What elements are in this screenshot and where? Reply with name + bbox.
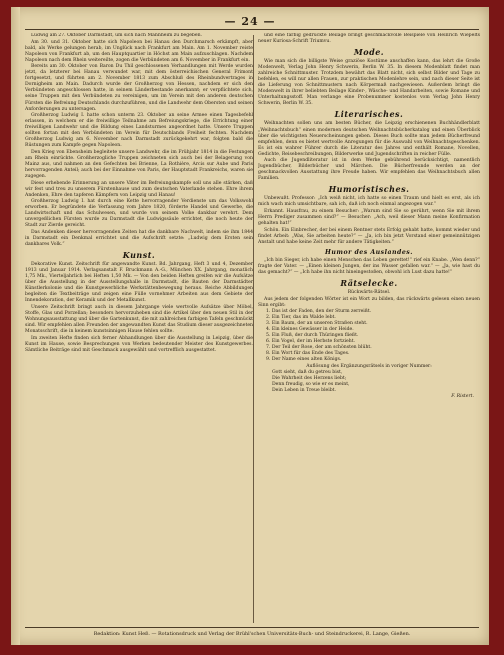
section-heading-anekdote: Humor des Auslandes. xyxy=(325,248,413,256)
raetsel-item: 1. Das ist der Faden, den der Sturm zerreißt. xyxy=(266,309,372,315)
article-paragraph: Das Andenken dieser hervorragenden Zeiten hat die dankbare Nachwelt, indem sie ihm 1844 in Darmstadt ein Denkmal errichtet und die Aufschrift setzte: „Ludwig dem Ersten sein dankbares Volk.“ xyxy=(25,230,253,248)
literature-paragraph: Auch die Jugendliteratur ist in dem Werke gebührend berücksichtigt, namentlich Jugendbücher, Bilderbücher und Märchen. Die Bücherfreunde werden an der geschmackvollen Ausstattung ihre Freude haben. Wir empfehlen das Weihnachtsbuch allen Familien. xyxy=(258,158,480,182)
aufloesung-poem xyxy=(258,370,480,394)
literature-paragraph: Weihnachten sollen uns am besten Bücher, die Leipzig erschienenen Buchhändlerblatt „Weihnachtsbuch“ einen modernen deutschen Weihnachtsbücherkatalog und einen Überblick über die wichtigsten Neuerscheinungen geben. Dieses Buch sollte man jedem Bücherfreund empfehlen, denn es bietet wertvolle Anregungen für die Auswahl von Weihnachtsgeschenken. Es ist ein wahrer Führer durch die Literatur des Jahres und enthält Romane, Novellen, Gedichte, Reisebeschreibungen, Bilderwerke und Jugendschriften in reicher Fülle. xyxy=(258,121,480,157)
imprint-footer: Redaktion: Kunst Heß. — Rotationsdruck und Verlag der Brühl'schen Universitäts-Buch- und Steindruckerei, R. Lange, Gießen. xyxy=(93,631,411,637)
raetsel-item: 4. Ein kleines Gewässer in der Heide. xyxy=(266,327,354,333)
column-divider xyxy=(253,35,254,623)
section-heading-mode: Mode. xyxy=(353,47,385,58)
article-paragraph: Den Krieg von Ebensheim begleitete unsere Landwehr, die im Frühjahr 1814 in die Festungen am Rhein einrückte. Großherzogliche Truppen zeichneten sich auch bei der Belagerung von Mainz aus, und nahmen an den Gefechten bei Brienne, La Rothière, Arcis sur Aube und Paris hervorragenden Anteil; auch bei der Einnahme von Paris, der Hauptstadt Frankreichs, waren sie zugegen. xyxy=(25,149,253,180)
section-heading-humor: Humoristisches. xyxy=(328,184,410,195)
humor-paragraph: Unbewußt. Professor: „Ich weiß nicht, ich hatte so einen Traum und hielt es erst, als ich mich wach mich umsichtbare, sah ich, daß ich noch einmal angezogen war.“ xyxy=(258,196,480,208)
left-column xyxy=(25,33,253,625)
footer-rule xyxy=(25,627,479,628)
article-paragraph: Diese erhebende Erinnerung an unsere Väter im Befreiungskampfe soll uns alle stärken, daß wir fest und treu zu unserem Fürstenhause und zum deutschen Vaterlande stehen. Ehre ihrem Andenken, Ehre den tapferen Kämpfern von Leipzig und Hanau! xyxy=(25,180,253,198)
article-paragraph: Ludwig am 27. Oktober Darmstadt, um sich nach Mannheim zu begeben. xyxy=(31,33,203,38)
raetsel-subheading: Rückwärts-Rätsel. xyxy=(347,289,391,295)
raetsel-item: 9. Der Name eines alten Königs. xyxy=(266,357,342,363)
article-paragraph: Großherzog Ludwig I. hatte schon unterm 23. Oktober an seine Armee einen Tagesbefehl erlassen, in welchem er die freiwillige Teilnahme am Befreiungskriege, die Errichtung einer freiwilligen Landwehr und die Bildung eines Landsturmes angeordnet hatte. Unsere Truppen sollten fortan mit den Verbündeten im Verein für Deutschlands Freiheit fechten. Nachdem Großherzog Ludwig am 6. November nach Darmstadt zurückgekehrt war, folgten bald die Rüstungen zum Kampfe gegen Napoleon. xyxy=(25,113,253,149)
right-column xyxy=(258,33,480,625)
kunst-paragraph: Unsere Zeitschrift bringt auch in diesem Jahrgange viele wertvolle Aufsätze über Möbel, Stoffe, Glas und Porzellan; besonders hervorzuheben sind die Artikel über den neuen Stil in der Wohnungsausstattung und über die Gartenkunst, die mit zahlreichen farbigen Tafeln geschmückt sind. Wir empfehlen allen Freunden der angewandten Kunst das Studium dieser ausgezeichneten Monatsschrift, die in keinem kunstsinnigen Hause fehlen sollte. xyxy=(25,304,253,335)
raetsel-intro: Aus jedem der folgenden Wörter ist ein Wort zu bilden, das rückwärts gelesen einen neuen Sinn ergibt: xyxy=(258,296,480,308)
humor-paragraph: Schön. Ein Einbrecher, der bei einem Rentner stets Erfolg gehabt hatte, kommt wieder und findet Arbeit: „Was, Sie arbeiten heute?“ — „Ja, ich bin jetzt Vorstand einer gemeinnützigen Anstalt und habe keine Zeit mehr für andere Tätigkeiten.“ xyxy=(258,227,480,245)
page-binding-edge xyxy=(11,7,20,645)
section-heading-kunst: Kunst. xyxy=(122,250,156,261)
humor-paragraph: Erkannt. Hausfrau, zu einem Besucher: „Warum sind Sie so gerührt, wenn Sie mit ihrem Herrn Prediger zusammen sind?“ — Besucher: „Ach, weil dieser Mann meine Konfirmation gehalten hat!“ xyxy=(258,209,480,227)
raetsel-list xyxy=(258,309,480,363)
section-heading-literarisches: Literarisches. xyxy=(334,109,404,120)
raetsel-item: 6. Ein Vogel, der im Herbste fortzieht. xyxy=(266,339,356,345)
header-rule xyxy=(25,29,479,30)
article-paragraph: Bereits am 30. Oktober von Baron Du Thil geschlossenen Verhandlungen mit Werde wurden jetzt, da letzterer bei Hanau verwundet war, mit dem österreichischen General Frimont fortgesetzt, und führten am 2. November 1813 zum Abschluß des Rheinbundvertrages in Dornigheim am Main. Dadurch wurde der Großherzog von Hessen, nachdem er sich den Verbündeten angeschlossen hatte, in seinem Länderbestande anerkannt; er verpflichtete sich, seine Truppen mit den Verbündeten zu vereinigen, um im Verein mit den anderen deutschen Fürsten die Befreiung Deutschlands durchzuführen, und die Landwehr dem Obersten und seinen Anforderungen zu untersagen. xyxy=(25,64,253,112)
raetsel-item: 8. Ein Wort für das Ende des Tages. xyxy=(266,351,350,357)
poem-line: Dein Leben in Treue bleibt. xyxy=(272,388,336,394)
poem-line: Gott sieht, daß du getreu bist, xyxy=(272,370,343,376)
page-number: — 24 — xyxy=(224,15,276,28)
anekdote-paragraph: „Ich bin Sieger, ich habe einen Menschen das Leben gerettet!“ rief ein Knabe. „Wen denn?“ fragte der Vater. — „Einen kleinen Jungen, der ins Wasser gefallen war.“ — „Ja, wie hast du das gemacht?“ — „Ich habe ihn nicht hineingestoßen, obwohl ich Lust dazu hatte!“ xyxy=(258,257,480,275)
raetsel-item: 2. Ein Tier, das im Walde lebt. xyxy=(266,315,336,321)
poem-line: Denn freudig, so wie er es meint, xyxy=(272,382,350,388)
newspaper-page xyxy=(11,7,489,645)
raetsel-item: 7. Der Teil der Rose, der am schönsten blüht. xyxy=(266,345,372,351)
aufloesung-heading: Auflösung des Ergänzungsrätsels in voriger Nummer: xyxy=(306,363,432,369)
signature: F. Ristert. xyxy=(451,394,474,400)
kunst-paragraph: Im zweiten Hefte finden sich ferner Abhandlungen über die Ausstellung in Leipzig, über die Kunst im Hause, sowie Besprechungen von Werken bedeutender Meister des Kunstgewerbes. Sämtliche Beiträge sind mit Geschmack ausgewählt und vortrefflich ausgestattet. xyxy=(25,335,253,353)
intro-paragraph: und eine farbig gedruckte Beilage bringt geschmackvolle Beispiele von Heinrich Wiepelts neuer Kuriosa-Schrift Triumvu. xyxy=(258,33,480,45)
section-heading-raetsel: Rätselecke. xyxy=(340,277,398,288)
mode-paragraph: Wie man sich die billigste Weise graziöse Kostüme anschaffen kann, das lehrt die Große Modenwelt, Verlag John Henry Schwerin, Berlin W. 35. In diesem Modenblatt findet man zahlreiche Schnittmuster. Trotzdem bewährt das Blatt nicht, sich selbst Bilder und Tage zu befehlen, es will nur allen Frauen, zur praktischen Modenlehre sein, und nach dieser Seite ist die Lieferung von Schnittmustern nach Körpermaß nachgewiesen. Außerdem bringt die Modenwelt in ihrer beliebten Beilage Kinder-, Wäsche- und Handarbeiten, sowie Romane und Unterhaltungsstoff. Man verlange eine Probenummer kostenlos vom Verlag John Henry Schwerin, Berlin W. 35. xyxy=(258,59,480,107)
raetsel-item: 5. Ein Fluß, der durch Thüringen fließt. xyxy=(266,333,359,339)
article-paragraph: Am 30. und 31. Oktober hatte sich Napoleon bei Hanau den Durchmarsch erkämpft, aber bald, als Werke gelungen herab, im Unglück nach Frankfurt am Main. Am 1. November reiste Napoleon von Frankfurt ab, um den Hauptquartier in Höchst am Main aufzuschlagen. Nachdem Napoleon nach dem Rhein weitereilte, zogen die Verbündeten am 6. November in Frankfurt ein. xyxy=(25,39,253,63)
poem-line: Die Wahrheit des Herzens liebt; xyxy=(272,376,347,382)
kunst-paragraph: Dekorative Kunst. Zeitschrift für angewandte Kunst. Bd. Jahrgang, Heft 3 und 4, Dezember 1913 und Januar 1914. Verlagsanstalt F. Bruckmann A.-G., München XX. Jahrgang, monatlich 1,75 Mk., Vierteljahrlich bei Heften 1,50 Mk. — Von den beiden Heften greifen wir die Aufsätze über die Ausstellung in der Ausstellungshalle in Darmstadt, die Bauten der Darmstädter Künstlerkolonie und die Kunstgewerbliche Werkstättenbewegung heraus. Reiche Abbildungen begleiten die Textbeiträge und zeigen eine Fülle vornehmer Arbeiten aus dem Gebiete der Innendekoration, der Keramik und der Metallkunst. xyxy=(25,262,253,304)
raetsel-item: 3. Ein Baum, der an unseren Straßen steht. xyxy=(266,321,368,327)
article-paragraph: Großherzog Ludwig I. hat durch eine Kette hervorragender Verdienste um das Volkswohl erworben. Er begründete die Verfassung vom Jahre 1820, förderte Handel und Gewerbe, die Landwirtschaft und das Schulwesen, und wurde von seinem Volke dankbar verehrt. Dem unvergeßlichen Fürsten wurde zu Darmstadt die Ludwigssäule errichtet, die noch heute der Stadt zur Zierde gereicht. xyxy=(25,199,253,229)
